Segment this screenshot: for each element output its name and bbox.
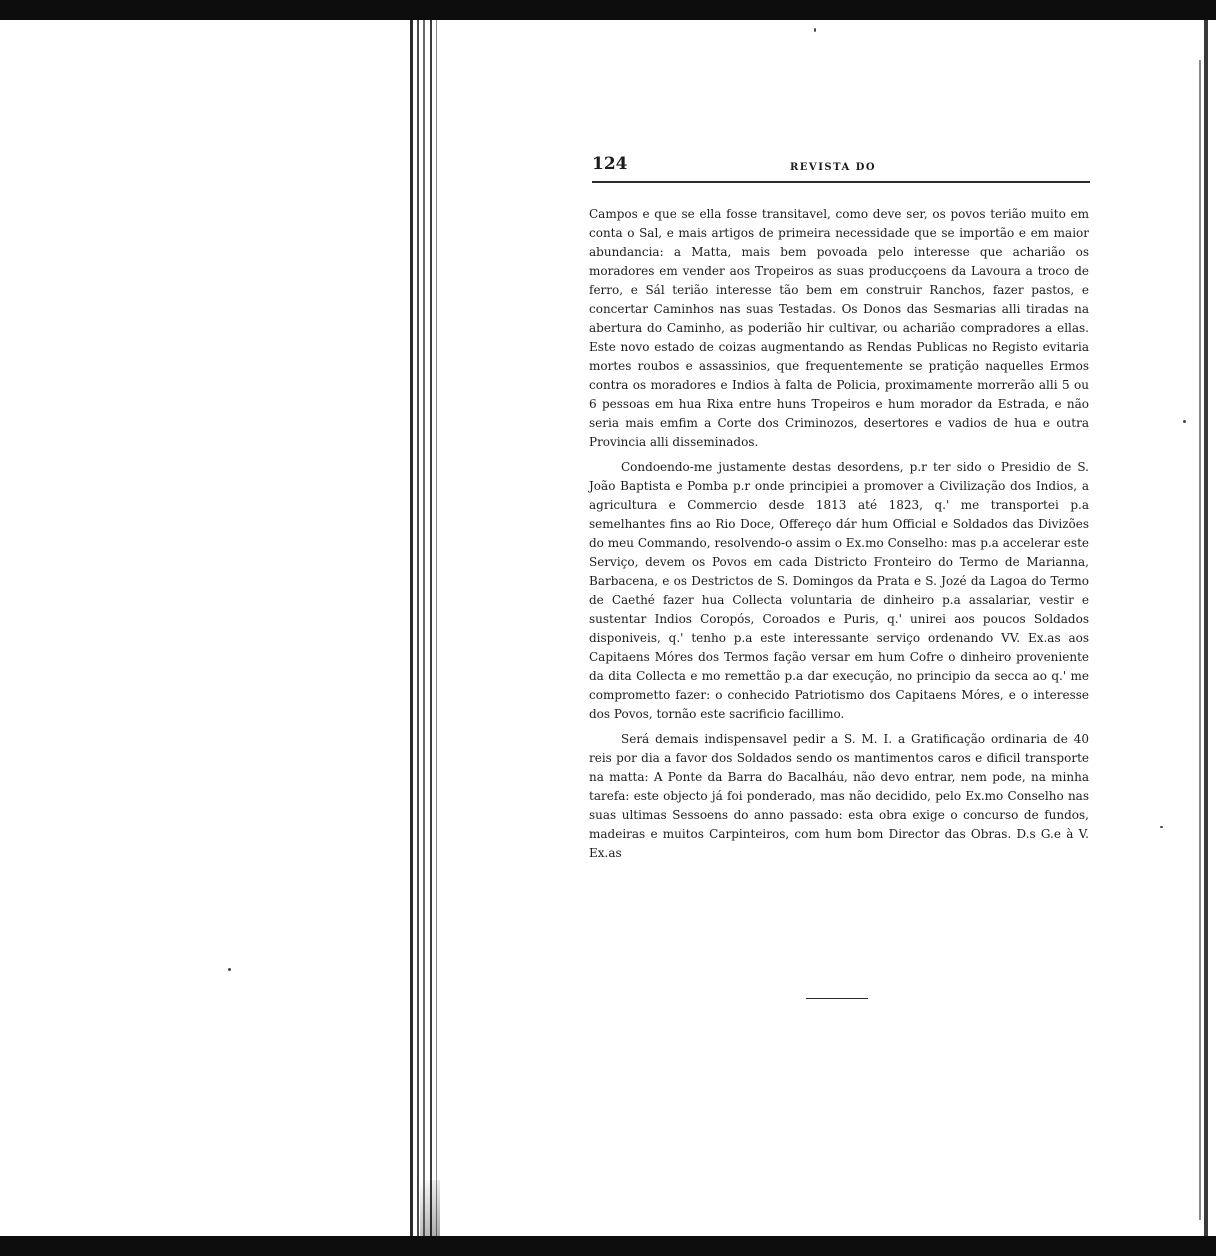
facing-page-blank [0,20,440,1236]
paragraph: Campos e que se ella fosse transitavel, como deve ser, os povos terião muito em conta o Sal, e mais artigos de primeira necessidade que se importão e em maior abundancia: a Matta, mais bem povoada pelo interesse que acharião os moradores em vender aos Tropeiros as suas producçoens da Lavoura a troco de ferro, e Sál terião interesse tão bem em construir Ranchos, fazer pastos, e concertar Caminhos nas suas Testadas. Os Donos das Sesmarias alli tiradas na abertura do Caminho, as poderião hir cultivar, ou acharião compradores a ellas. Este novo estado de coizas augmentando as Rendas Publicas no Registo evitaria mortes roubos e assassinios, que frequentemente se pratição naquelles Ermos contra os moradores e Indios à falta de Policia, proximamente morrerão alli 5 ou 6 pessoas em hua Rixa entre huns Tropeiros e hum morador da Estrada, e não seria mais emfim a Corte dos Criminozos, desertores e vadios de hua e outra Provincia alli disseminados. [589,207,1089,449]
page-edge-inner [1199,60,1201,1220]
page-number: 124 [592,154,628,174]
scan-border-bottom [0,1236,1216,1256]
page-header [592,152,1092,182]
end-rule [806,998,868,999]
header-rule [592,181,1090,183]
running-title: REVISTA DO [790,162,877,173]
paragraph: Será demais indispensavel pedir a S. M. I. a Gratificação ordinaria de 40 reis por dia a favor dos Soldados sendo os mantimentos caros e dificil transporte na matta: A Ponte da Barra do Bacalháu, não devo entrar, nem pode, na minha tarefa: este objecto já foi ponderado, mas não decidido, pelo Ex.mo Conselho nas suas ultimas Sessoens do anno passado: esta obra exige o concurso de fundos, madeiras e muitos Carpinteiros, com hum bom Director das Obras. D.s G.e à V. Ex.as [589,732,1089,860]
scan-border-top [0,0,1216,20]
scan-speck [1183,420,1186,423]
book-gutter [404,20,444,1236]
scan-speck [1160,826,1163,828]
gutter-shadow [420,1180,440,1236]
body-text [589,205,1089,869]
scan-speck [228,968,231,971]
page-edge [1204,20,1208,1236]
paragraph: Condoendo-me justamente destas desordens, p.r ter sido o Presidio de S. João Baptista e Pomba p.r onde principiei a promover a Civilização dos Indios, a agricultura e Commercio desde 1813 até 1823, q.' me transportei p.a semelhantes fins ao Rio Doce, Offereço dár hum Official e Soldados das Divizões do meu Commando, resolvendo-o assim o Ex.mo Conselho: mas p.a accelerar este Serviço, devem os Povos em cada Districto Fronteiro do Termo de Marianna, Barbacena, e os Destrictos de S. Domingos da Prata e S. Jozé da Lagoa do Termo de Caethé fazer hua Collecta voluntaria de dinheiro p.a assalariar, vestir e sustentar Indios Coropós, Coroados e Puris, q.' unirei aos poucos Soldados disponiveis, q.' tenho p.a este interessante serviço ordenando VV. Ex.as aos Capitaens Móres dos Termos fação versar em hum Cofre o dinheiro proveniente da dita Collecta e mo remettão p.a dar execução, no principio da secca ao q.' me comprometto fazer: o conhecido Patriotismo dos Capitaens Móres, e o interesse dos Povos, tornão este sacrificio facillimo. [589,460,1089,721]
scan-speck [814,28,816,32]
